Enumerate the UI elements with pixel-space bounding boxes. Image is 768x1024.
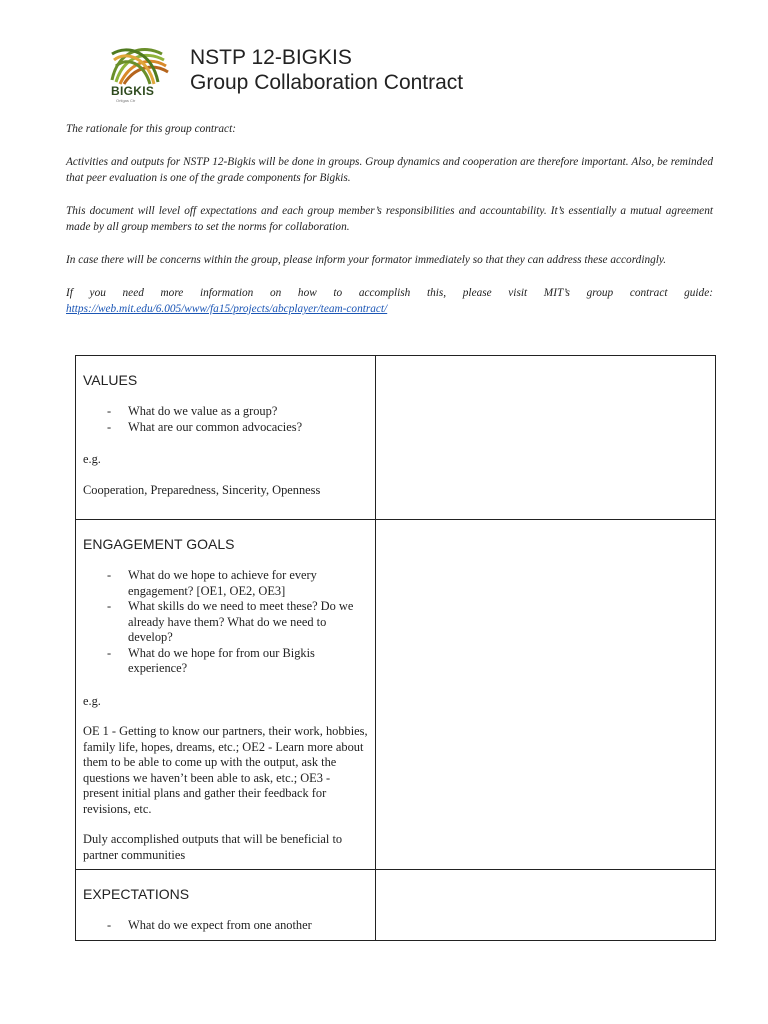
values-question: - What are our common advocacies? [107, 420, 368, 436]
goals-heading: ENGAGEMENT GOALS [83, 536, 235, 552]
goals-questions [83, 568, 368, 677]
intro-paragraph-4 [66, 285, 713, 317]
values-question: - What do we value as a group? [107, 404, 368, 420]
logo-subtext: Ortigas Ctr [116, 98, 136, 103]
intro-paragraph-1: Activities and outputs for NSTP 12-Bigkis will be done in groups. Group dynamics and cooperation are therefore important. Also, be reminded that peer evaluation is one of the grade components for Bigkis. [66, 156, 713, 184]
guide-text: If you need more information on how to accomplish this, please visit MIT’s group contract guide: [66, 287, 713, 299]
values-example: Cooperation, Preparedness, Sincerity, Openness [83, 482, 321, 497]
values-questions [83, 404, 368, 435]
goals-cell [76, 520, 376, 870]
guide-link[interactable]: https://web.mit.edu/6.005/www/fa15/projects/abcplayer/team-contract/ [66, 303, 388, 315]
title-line-1: NSTP 12-BIGKIS [190, 46, 352, 69]
bigkis-logo-mark-icon [104, 40, 174, 86]
rationale-heading: The rationale for this group contract: [66, 123, 236, 135]
goals-row [76, 520, 716, 870]
goals-example-1: OE 1 - Getting to know our partners, their work, hobbies, family life, hopes, dreams, etc.; OE2 - Learn more about them to be able to come up with the output, ask the questions we haven’t been able to ask, etc.; OE3 - present initial plans and gather their feedback for revisions, etc. [83, 724, 368, 816]
goals-example-2: Duly accomplished outputs that will be beneficial to partner communities [83, 832, 343, 862]
goals-question: - What skills do we need to meet these? Do we already have them? What do we need to develop? [107, 599, 368, 646]
values-answer-cell[interactable] [376, 356, 716, 520]
expectations-question: - What do we expect from one another [107, 918, 368, 934]
values-row [76, 356, 716, 520]
document-header [104, 40, 524, 110]
expectations-answer-cell[interactable] [376, 870, 716, 941]
goals-eg: e.g. [83, 693, 101, 708]
intro-paragraph-2: This document will level off expectations and each group member’s responsibilities and accountability. It’s essentially a mutual agreement made by all group members to set the norms for collaboration. [66, 205, 713, 233]
intro-section [66, 121, 713, 334]
goals-question: - What do we hope to achieve for every engagement? [OE1, OE2, OE3] [107, 568, 368, 599]
goals-question: - What do we hope for from our Bigkis experience? [107, 646, 368, 677]
intro-paragraph-3: In case there will be concerns within the group, please inform your formator immediately so that they can address these accordingly. [66, 254, 667, 266]
document-title [190, 45, 463, 95]
logo-text: BIGKIS [111, 84, 155, 98]
expectations-questions [83, 918, 368, 934]
goals-answer-cell[interactable] [376, 520, 716, 870]
values-eg: e.g. [83, 452, 101, 466]
values-cell [76, 356, 376, 520]
values-heading: VALUES [83, 372, 138, 388]
expectations-heading: EXPECTATIONS [83, 886, 190, 902]
expectations-row [76, 870, 716, 941]
contract-table [75, 355, 716, 941]
title-line-2: Group Collaboration Contract [190, 71, 464, 94]
bigkis-logo [104, 40, 174, 105]
expectations-cell [76, 870, 376, 941]
